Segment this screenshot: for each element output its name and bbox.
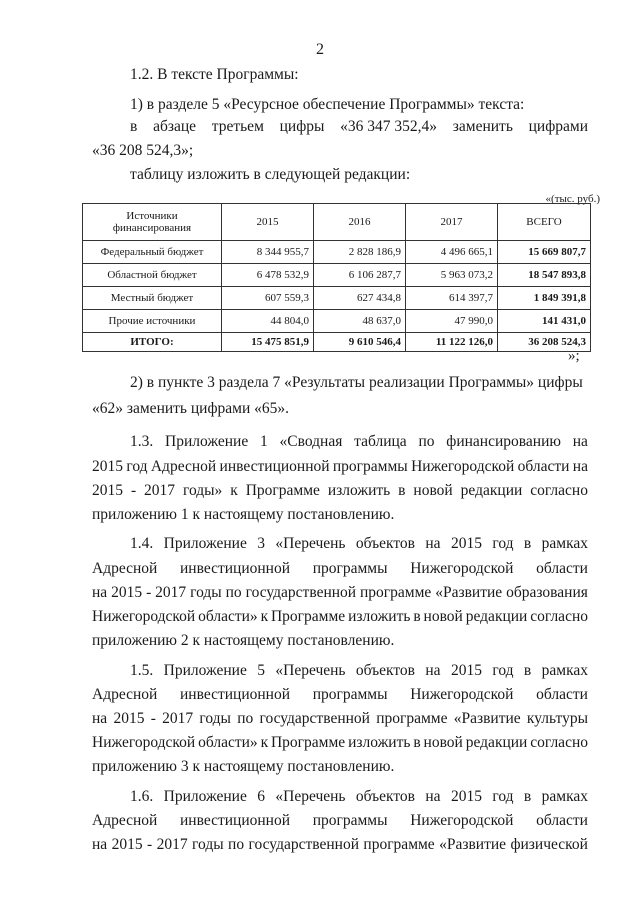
para-1-5-line-1 xyxy=(130,662,588,680)
word: в xyxy=(130,118,138,135)
word: 2015 xyxy=(113,710,145,727)
word: Адресной xyxy=(92,812,158,829)
header-cell: 2017 xyxy=(406,204,498,241)
table-row xyxy=(83,287,591,310)
word: Адресной xyxy=(92,686,158,703)
word: новой xyxy=(423,608,463,625)
table-cell: 614 397,7 xyxy=(406,287,498,310)
word: «Сводная xyxy=(279,433,343,450)
word: государственной xyxy=(248,836,359,853)
word: 2017 xyxy=(156,836,188,853)
word: год xyxy=(126,458,148,475)
table-cell: 627 434,8 xyxy=(314,287,406,310)
word: 1.4. xyxy=(130,535,154,552)
word: инвестиционной xyxy=(180,812,291,829)
word: физической xyxy=(510,836,588,853)
word: «Перечень xyxy=(275,662,346,679)
word: рамках xyxy=(541,788,588,805)
word: к xyxy=(230,482,238,499)
word: 2015 xyxy=(92,482,123,499)
word: Нижегородской xyxy=(410,560,514,577)
word: согласно xyxy=(530,608,588,625)
word: цифры xyxy=(279,118,325,135)
word: 2) в пункте 3 раздела 7 «Результаты реализации Программы» цифры xyxy=(130,374,583,391)
word: изложить xyxy=(327,482,391,499)
word: изложить xyxy=(348,608,411,625)
row-label: Федеральный бюджет xyxy=(83,241,222,264)
word: Приложение xyxy=(163,788,247,805)
word: новой xyxy=(413,482,453,499)
para-1-4-line-5: приложению 2 к настоящему постановлению. xyxy=(92,632,395,649)
word: инвестиционной xyxy=(180,560,291,577)
word: - xyxy=(146,584,152,601)
word: на xyxy=(425,535,441,552)
para-1-4-line-4 xyxy=(92,608,588,626)
word: Программе xyxy=(270,734,346,751)
word: согласно xyxy=(530,734,588,751)
word: редакции xyxy=(460,482,523,499)
word: инвестиционной xyxy=(219,458,330,475)
word: 3 xyxy=(257,535,265,552)
para-1-3-line-4: приложению 1 к настоящему постановлению. xyxy=(92,506,395,523)
word: 5 xyxy=(257,662,265,679)
word: Приложение xyxy=(165,433,249,450)
word: Приложение xyxy=(163,535,247,552)
header-cell: 2016 xyxy=(314,204,406,241)
table-row xyxy=(83,310,591,333)
table-cell: 48 637,0 xyxy=(314,310,406,333)
word: «Развитие xyxy=(435,584,503,601)
word: в xyxy=(523,662,532,679)
word: Нижегородской xyxy=(92,734,196,751)
row-label: Областной бюджет xyxy=(83,264,222,287)
word: год xyxy=(492,535,514,552)
word: 2017 xyxy=(162,710,194,727)
word: годы xyxy=(190,584,222,601)
word: программе xyxy=(360,584,432,601)
word: Приложение xyxy=(163,662,247,679)
word: в xyxy=(398,482,406,499)
word: - xyxy=(147,836,153,853)
para-1-5-line-3 xyxy=(92,710,588,728)
word: по xyxy=(225,584,242,601)
table-row xyxy=(83,264,591,287)
header-cell: ВСЕГО xyxy=(498,204,591,241)
word: программы xyxy=(332,458,408,475)
word: 1.5. xyxy=(130,662,154,679)
para-1-5-line-2 xyxy=(92,686,588,704)
header-cell: 2015 xyxy=(222,204,314,241)
word: третьем xyxy=(211,118,264,135)
intro-line-4: «36 208 524,3»; xyxy=(92,142,194,159)
table-cell: 6 106 287,7 xyxy=(314,264,406,287)
total-cell: 11 122 126,0 xyxy=(406,333,498,352)
word: 2015 xyxy=(92,458,123,475)
table-cell: 44 804,0 xyxy=(222,310,314,333)
word: 6 xyxy=(257,788,265,805)
para-2-line-2: «62» заменить цифрами «65». xyxy=(92,400,289,417)
table-header-row xyxy=(83,204,591,241)
word: финансированию xyxy=(446,433,561,450)
grand-total: 36 208 524,3 xyxy=(498,333,591,352)
word: Нижегородской xyxy=(411,458,515,475)
para-1-3-line-3 xyxy=(92,482,588,500)
word: по xyxy=(237,710,254,727)
word: годы xyxy=(199,710,231,727)
word: государственной xyxy=(259,710,370,727)
word: культуры xyxy=(526,710,588,727)
word: 2017 xyxy=(144,482,176,499)
word: Адресной xyxy=(92,560,158,577)
word: области» xyxy=(198,608,258,625)
word: абзаце xyxy=(153,118,197,135)
para-2-line-1 xyxy=(130,374,588,392)
word: 1.3. xyxy=(130,433,154,450)
para-1-6-line-2 xyxy=(92,812,588,830)
word: к xyxy=(260,734,269,751)
para-1-4-line-3 xyxy=(92,584,588,602)
word: программы xyxy=(312,560,388,577)
row-label: Местный бюджет xyxy=(83,287,222,310)
word: 2015 xyxy=(450,662,482,679)
word: объектов xyxy=(355,662,415,679)
word: «Развитие xyxy=(453,710,521,727)
word: области xyxy=(536,812,588,829)
row-total: 141 431,0 xyxy=(498,310,591,333)
word: программе xyxy=(363,836,435,853)
word: по xyxy=(228,836,245,853)
word: на xyxy=(92,836,108,853)
word: 1 xyxy=(260,433,268,450)
word: редакции xyxy=(465,734,528,751)
word: области xyxy=(536,560,588,577)
word: программе xyxy=(376,710,448,727)
row-label: Прочие источники xyxy=(83,310,222,333)
word: на xyxy=(425,788,441,805)
word: заменить xyxy=(452,118,513,135)
page-number: 2 xyxy=(316,41,324,58)
word: к xyxy=(260,608,269,625)
word: в xyxy=(413,608,421,625)
word: области xyxy=(517,458,570,475)
total-label: ИТОГО: xyxy=(83,333,222,352)
word: 2015 xyxy=(111,584,143,601)
word: в xyxy=(523,788,532,805)
header-cell: Источники финансирования xyxy=(83,204,222,241)
word: на xyxy=(92,710,108,727)
word: редакции xyxy=(465,608,528,625)
word: области xyxy=(536,686,588,703)
word: Адресной xyxy=(150,458,217,475)
word: «Перечень xyxy=(275,535,346,552)
word: Программе xyxy=(245,482,320,499)
word: годы xyxy=(192,836,224,853)
word: 2015 xyxy=(450,535,482,552)
word: области» xyxy=(198,734,258,751)
total-cell: 15 475 851,9 xyxy=(222,333,314,352)
intro-line-3 xyxy=(130,118,588,136)
para-1-6-line-3 xyxy=(92,836,588,854)
table-cell: 2 828 186,9 xyxy=(314,241,406,264)
table-cell: 5 963 073,2 xyxy=(406,264,498,287)
table-cell: 4 496 665,1 xyxy=(406,241,498,264)
word: инвестиционной xyxy=(180,686,291,703)
word: новой xyxy=(423,734,463,751)
word: на xyxy=(572,433,588,450)
word: Нижегородской xyxy=(410,686,514,703)
word: программы xyxy=(312,686,388,703)
word: объектов xyxy=(355,788,415,805)
word: по xyxy=(418,433,435,450)
word: 1.6. xyxy=(130,788,154,805)
word: в xyxy=(413,734,421,751)
word: Нижегородской xyxy=(92,608,196,625)
word: 2015 xyxy=(111,836,143,853)
word: изложить xyxy=(348,734,411,751)
word: Программе xyxy=(270,608,346,625)
table-closing-quote: »; xyxy=(568,348,580,364)
word: образования xyxy=(506,584,588,601)
word: на xyxy=(92,584,108,601)
word: согласно xyxy=(530,482,588,499)
word: цифрами xyxy=(528,118,588,135)
table-cell: 607 559,3 xyxy=(222,287,314,310)
intro-line-1: 1.2. В тексте Программы: xyxy=(130,66,299,83)
word: программы xyxy=(312,812,388,829)
word: «Перечень xyxy=(275,788,346,805)
word: годы» xyxy=(182,482,223,499)
table-cell: 8 344 955,7 xyxy=(222,241,314,264)
total-cell: 9 610 546,4 xyxy=(314,333,406,352)
para-1-6-line-1 xyxy=(130,788,588,806)
word: год xyxy=(492,662,514,679)
word: 2015 xyxy=(450,788,482,805)
row-total: 1 849 391,8 xyxy=(498,287,591,310)
word: год xyxy=(492,788,514,805)
word: на xyxy=(572,458,588,475)
word: таблица xyxy=(354,433,407,450)
word: - xyxy=(130,482,137,499)
word: Нижегородской xyxy=(410,812,514,829)
word: 2017 xyxy=(155,584,187,601)
word: - xyxy=(150,710,156,727)
intro-line-2: 1) в разделе 5 «Ресурсное обеспечение Программы» текста: xyxy=(130,96,525,113)
row-total: 15 669 807,7 xyxy=(498,241,591,264)
table-cell: 47 990,0 xyxy=(406,310,498,333)
para-1-3-line-1 xyxy=(130,433,588,451)
financing-table xyxy=(82,203,591,352)
para-1-4-line-2 xyxy=(92,560,588,578)
para-1-5-line-5: приложению 3 к настоящему постановлению. xyxy=(92,758,395,775)
word: «Развитие xyxy=(439,836,507,853)
word: государственной xyxy=(245,584,357,601)
word: на xyxy=(425,662,441,679)
word: «36 347 352,4» xyxy=(340,118,438,135)
word: объектов xyxy=(355,535,415,552)
intro-line-5: таблицу изложить в следующей редакции: xyxy=(130,166,411,183)
table-total-row xyxy=(83,333,591,352)
row-total: 18 547 893,8 xyxy=(498,264,591,287)
word: рамках xyxy=(541,535,588,552)
word: в xyxy=(523,535,532,552)
para-1-5-line-4 xyxy=(92,734,588,752)
para-1-3-line-2 xyxy=(92,458,588,476)
unit-note: «(тыс. руб.) xyxy=(545,193,600,205)
table-row xyxy=(83,241,591,264)
para-1-4-line-1 xyxy=(130,535,588,553)
word: рамках xyxy=(541,662,588,679)
table-cell: 6 478 532,9 xyxy=(222,264,314,287)
